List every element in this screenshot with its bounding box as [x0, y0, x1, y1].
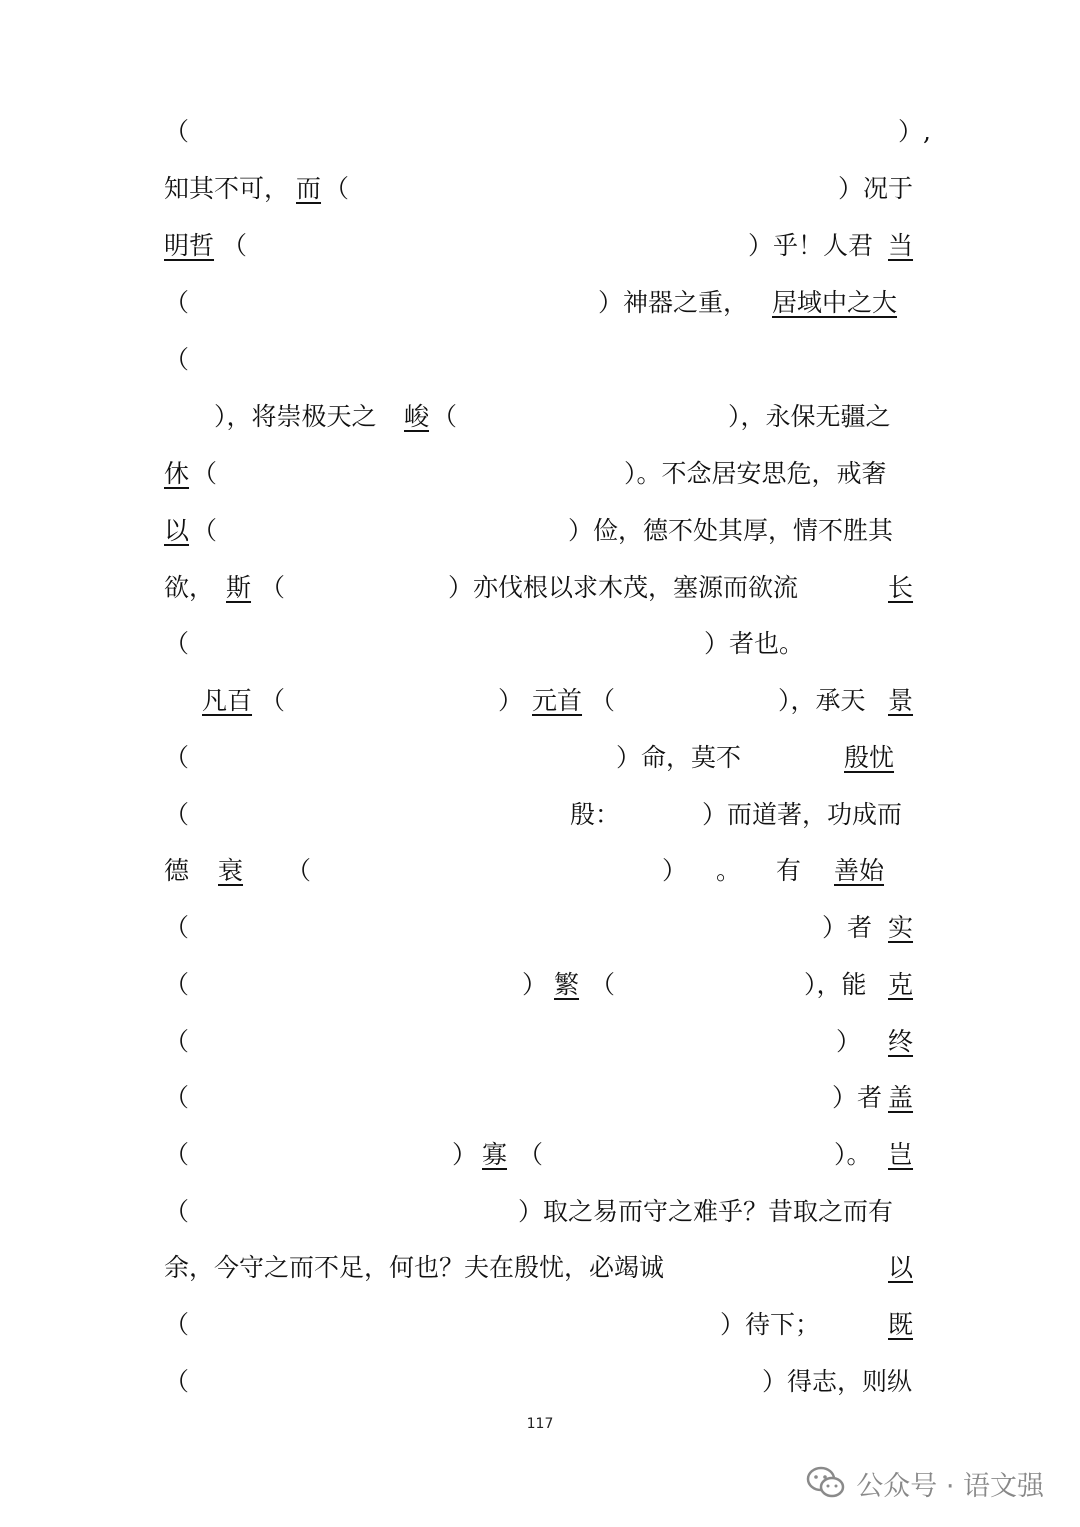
text-segment: ） — [498, 686, 524, 715]
text-segment: ）取之易而守之难乎？昔取之而有 — [518, 1197, 894, 1226]
text-segment: （ — [590, 686, 616, 715]
text-segment: （ — [164, 288, 190, 317]
underlined-term: 殷忧 — [844, 743, 895, 772]
text-segment: （ — [164, 1367, 190, 1396]
underlined-term: 以 — [164, 516, 190, 545]
text-segment: （ — [164, 743, 190, 772]
text-segment: ）待下； — [720, 1310, 821, 1339]
underlined-term: 善始 — [834, 856, 885, 885]
text-segment: 德 — [164, 856, 190, 885]
text-line — [164, 738, 916, 778]
text-segment: ）亦伐根以求木茂，塞源而欲流 — [448, 573, 799, 602]
underlined-term: 寡 — [482, 1140, 508, 1169]
text-line — [164, 851, 916, 891]
text-segment: 殷： — [570, 800, 621, 829]
text-segment: （ — [590, 970, 616, 999]
wechat-icon — [806, 1466, 846, 1500]
text-segment: ） — [452, 1140, 478, 1169]
underlined-term: 峻 — [404, 402, 430, 431]
text-segment: （ — [222, 231, 248, 260]
text-line — [164, 1362, 916, 1402]
underlined-term: 长 — [888, 573, 914, 602]
text-segment: （ — [164, 629, 190, 658]
underlined-term: 当 — [888, 231, 914, 260]
text-segment: （ — [164, 117, 190, 146]
text-line — [164, 681, 916, 721]
text-segment: （ — [164, 1027, 190, 1056]
text-segment: （ — [164, 1140, 190, 1169]
underlined-term: 盖 — [888, 1083, 914, 1112]
text-segment: ） — [662, 856, 688, 885]
text-segment: ）而道著，功成而 — [702, 800, 903, 829]
text-segment: （ — [260, 573, 286, 602]
text-segment: ）神器之重， — [598, 288, 749, 317]
text-segment: 。 — [716, 856, 742, 885]
text-segment: （ — [164, 345, 190, 374]
underlined-term: 元首 — [532, 686, 583, 715]
text-segment: ），永保无疆之 — [728, 402, 891, 431]
underlined-term: 居域中之大 — [772, 288, 898, 317]
watermark-text: 公众号 · 语文强 — [856, 1470, 1044, 1502]
text-line — [164, 454, 916, 494]
text-line — [164, 112, 931, 152]
text-segment: （ — [192, 516, 218, 545]
text-segment: ） — [522, 970, 548, 999]
text-segment: （ — [286, 856, 312, 885]
text-segment: （ — [260, 686, 286, 715]
text-segment: （ — [164, 1083, 190, 1112]
text-line — [164, 283, 916, 323]
text-segment: ）者 — [832, 1083, 883, 1112]
text-line — [164, 226, 916, 266]
text-segment: ）命，莫不 — [616, 743, 742, 772]
text-line — [164, 1022, 916, 1062]
text-segment: （ — [324, 174, 350, 203]
underlined-term: 既 — [888, 1310, 914, 1339]
text-line — [164, 1248, 916, 1288]
text-segment: ）乎！人君 — [748, 231, 874, 260]
text-segment: （ — [164, 1197, 190, 1226]
text-segment: （ — [164, 970, 190, 999]
underlined-term: 而 — [296, 174, 322, 203]
text-segment: （ — [164, 913, 190, 942]
underlined-term: 克 — [888, 970, 914, 999]
text-line — [164, 169, 916, 209]
text-line — [164, 908, 916, 948]
underlined-term: 终 — [888, 1027, 914, 1056]
page-number: 117 — [526, 1416, 554, 1432]
text-segment: ），能 — [804, 970, 867, 999]
text-segment: ）俭，德不处其厚，情不胜其 — [568, 516, 894, 545]
underlined-term: 衰 — [218, 856, 244, 885]
underlined-term: 以 — [888, 1253, 914, 1282]
text-line — [164, 568, 916, 608]
underlined-term: 休 — [164, 459, 190, 488]
underlined-term: 实 — [888, 913, 914, 942]
underlined-term: 景 — [888, 686, 914, 715]
text-line — [164, 1305, 916, 1345]
text-line — [164, 624, 916, 664]
text-segment: ）得志，则纵 — [762, 1367, 913, 1396]
text-segment: ）。 — [834, 1140, 872, 1169]
text-segment: ）, — [898, 117, 931, 146]
text-segment: ）。不念居安思危，戒奢 — [624, 459, 887, 488]
text-segment: 知其不可， — [164, 174, 290, 203]
text-line — [164, 397, 916, 437]
text-segment: ）者 — [822, 913, 873, 942]
text-line — [164, 1078, 916, 1118]
underlined-term: 斯 — [226, 573, 252, 602]
text-segment: ），承天 — [778, 686, 866, 715]
underlined-term: 明哲 — [164, 231, 215, 260]
text-line — [164, 511, 916, 551]
text-segment: 有 — [776, 856, 802, 885]
text-segment: （ — [192, 459, 218, 488]
text-segment: （ — [518, 1140, 544, 1169]
watermark — [806, 1462, 1044, 1504]
text-line — [164, 795, 916, 835]
text-segment: （ — [164, 800, 190, 829]
underlined-term: 繁 — [554, 970, 580, 999]
text-segment: 欲， — [164, 573, 215, 602]
text-line — [164, 965, 916, 1005]
text-line — [164, 340, 916, 380]
text-segment: 余，今守之而不足，何也？夫在殷忧，必竭诚 — [164, 1253, 665, 1282]
text-line — [164, 1192, 916, 1232]
text-segment: ），将崇极天之 — [214, 402, 377, 431]
text-segment: ）者也。 — [704, 629, 805, 658]
underlined-term: 岂 — [888, 1140, 914, 1169]
underlined-term: 凡百 — [202, 686, 253, 715]
text-segment: ） — [836, 1027, 862, 1056]
text-segment: （ — [432, 402, 458, 431]
text-segment: ）况于 — [838, 174, 914, 203]
text-line — [164, 1135, 916, 1175]
text-segment: （ — [164, 1310, 190, 1339]
